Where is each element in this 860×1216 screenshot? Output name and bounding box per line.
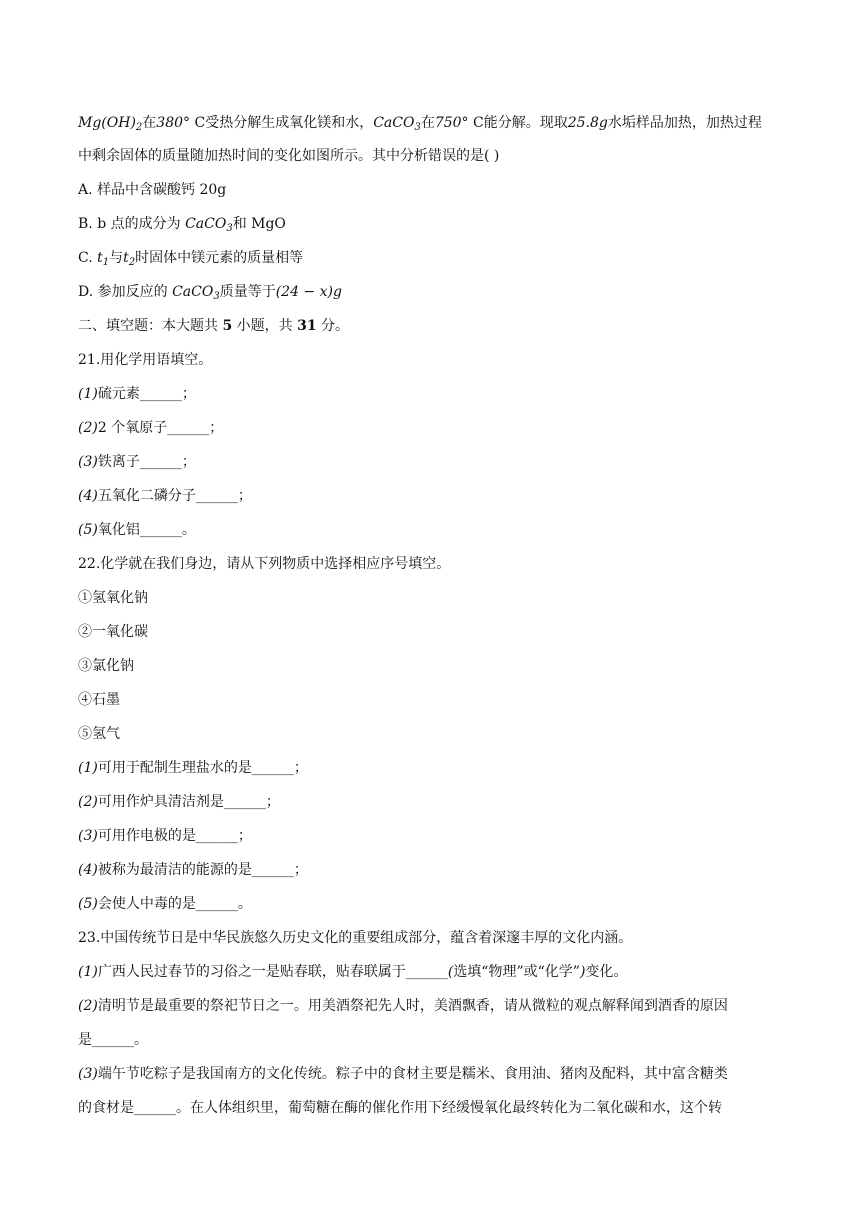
q22-choice: ③氯化钠: [78, 658, 134, 674]
q20-stem-line2: 中剩余固体的质量随加热时间的变化如图所示。其中分析错误的是( ): [78, 148, 500, 164]
q20-option-a: A. 样品中含碳酸钙 20g: [78, 182, 227, 198]
q22-choice: ⑤氢气: [78, 726, 120, 742]
q22-item: (2)可用作炉具清洁剂是______；: [78, 794, 280, 810]
q21-stem: 21.用化学用语填空。: [78, 352, 213, 368]
q22-choice: ①氢氧化钠: [78, 590, 148, 606]
q23-stem: 23.中国传统节日是中华民族悠久历史文化的重要组成部分，蕴含着深邃丰厚的文化内涵。: [78, 930, 633, 946]
q21-item: (3)铁离子______；: [78, 454, 196, 470]
q20-option-b: B. b 点的成分为 CaCO$_3$和 MgO: [78, 216, 286, 234]
q22-choice: ④石墨: [78, 692, 120, 708]
q22-item: (3)可用作电极的是______；: [78, 828, 252, 844]
q20-option-c: C. $t_1$与$t_2$时固体中镁元素的质量相等: [78, 250, 304, 268]
q20-stem-line1: $Mg(OH)_2$在380° C受热分解生成氧化镁和水，CaCO$_3$在750° C能分解。现取25.8g水垢样品加热，加热过程: [78, 115, 762, 133]
q20-option-d: D. 参加反应的 CaCO$_3$质量等于(24 − x)g: [78, 284, 342, 302]
q22-item: (1)可用于配制生理盐水的是______；: [78, 760, 308, 776]
q21-item: (1)硫元素______；: [78, 386, 196, 402]
q22-stem: 22.化学就在我们身边，请从下列物质中选择相应序号填空。: [78, 556, 451, 572]
q21-item: (4)五氧化二磷分子______；: [78, 488, 252, 504]
q23-part2-line1: (2)清明节是最重要的祭祀节日之一。用美酒祭祀先人时，美酒飘香，请从微粒的观点解释闻到酒香的原因: [78, 998, 728, 1014]
q23-part1: (1)广西人民过春节的习俗之一是贴春联，贴春联属于______(选填“物理”或“化学”)变化。: [78, 964, 628, 980]
q21-item: (2)2 个氧原子______；: [78, 420, 224, 436]
q23-part3-line2: 的食材是______。在人体组织里，葡萄糖在酶的催化作用下经缓慢氧化最终转化为二氧化碳和水，这个转: [78, 1100, 722, 1116]
section-heading: 二、填空题：本大题共 5 小题，共 31 分。: [78, 318, 350, 334]
q21-item: (5)氧化铝______。: [78, 522, 196, 538]
formula-mg-oh-2: $Mg(OH)_2$: [78, 115, 143, 133]
q22-choice: ②一氧化碳: [78, 624, 148, 640]
q23-part2-line2: 是______。: [78, 1032, 148, 1048]
q22-item: (4)被称为最清洁的能源的是______；: [78, 862, 308, 878]
q22-item: (5)会使人中毒的是______。: [78, 896, 252, 912]
q23-part3-line1: (3)端午节吃粽子是我国南方的文化传统。粽子中的食材主要是糯米、食用油、猪肉及配料，其中富含糖类: [78, 1066, 728, 1082]
formula-caco3: CaCO$_3$: [373, 115, 421, 133]
